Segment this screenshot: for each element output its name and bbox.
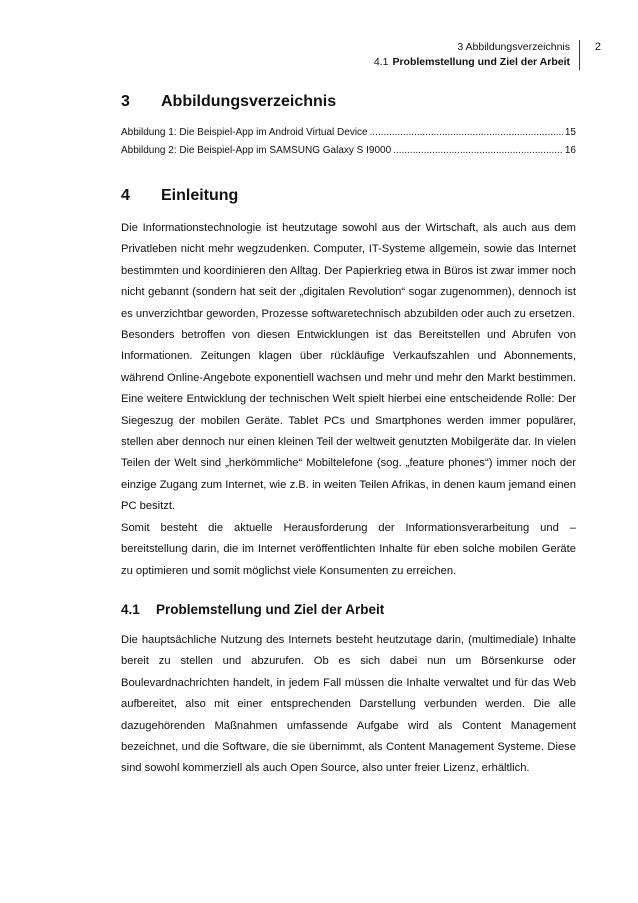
figure-list-entry[interactable] [121, 142, 576, 160]
section-title: Einleitung [161, 187, 239, 204]
introduction-heading [121, 184, 576, 208]
problem-statement-section [121, 599, 576, 780]
header-section [270, 55, 570, 70]
section-number: 4 [121, 187, 130, 204]
subsection-heading [121, 599, 576, 621]
figure-entry-page: 15 [564, 127, 576, 138]
running-header [270, 40, 580, 70]
figure-list-section [121, 90, 576, 160]
body-paragraph: Die Informationstechnologie ist heutzutage sowohl aus der Wirtschaft, als auch aus dem Privatleben nicht mehr wegzudenken. Computer, IT-Systeme allgemein, sowie das Internet bestimmten und koordinieren den Alltag. Der Papierkrieg etwa in Büros ist zwar immer noch nicht gebannt (sondern hat seit der „digitalen Revolution“ sogar zugenommen), dennoch ist es unverzichtbar geworden, Prozesse softwaretechnisch abzubilden oder auch zu ersetzen. [121, 222, 576, 320]
body-paragraph: Somit besteht die aktuelle Herausforderung der Informationsverarbeitung und –bereitstellung darin, die im Internet veröffentlichten Inhalte für eben solche mobilen Geräte zu optimieren und somit möglichst viele Konsumenten zu erreichen. [121, 521, 576, 577]
page-number: 2 [594, 41, 601, 53]
section-title: Abbildungsverzeichnis [161, 93, 337, 110]
leader-dots [370, 124, 563, 142]
page-content [121, 90, 576, 780]
subsection-number: 4.1 [121, 601, 140, 617]
figure-list-heading [121, 90, 576, 114]
body-paragraph: Besonders betroffen von diesen Entwicklungen ist das Bereitstellen und Abrufen von Informationen. Zeitungen klagen über rückläufige Verkaufszahlen und Abonnements, während Online-Angebote exponentiell wachsen und mehr und mehr den Markt bestimmen. Eine weitere Entwicklung der technischen Welt spielt hierbei eine entscheidende Rolle: Der Siegeszug der mobilen Geräte. Tablet PCs und Smartphones werden immer populärer, stellen aber dennoch nur einen kleinen Teil der weltweit genutzten Mobilgeräte dar. In vielen Teilen der Welt sind „herkömmliche“ Mobiltelefone (sog. „feature phones“) immer noch der einzige Zugang zum Internet, wie z.B. in weiten Teilen Afrikas, in denen kaum jemand einen PC besitzt. [121, 329, 576, 513]
introduction-section [121, 184, 576, 582]
figure-entry-label: Abbildung 1: Die Beispiel-App im Android Virtual Device [121, 127, 368, 138]
section-number: 3 [121, 93, 130, 110]
header-section-title: Problemstellung und Ziel der Arbeit [392, 56, 570, 68]
figure-entry-page: 16 [564, 145, 576, 156]
figure-list-entry[interactable] [121, 124, 576, 142]
header-chapter: 3 Abbildungsverzeichnis [457, 41, 570, 53]
leader-dots [393, 142, 563, 160]
subsection-title: Problemstellung und Ziel der Arbeit [156, 601, 385, 617]
figure-entry-label: Abbildung 2: Die Beispiel-App im SAMSUNG Galaxy S I9000 [121, 145, 392, 156]
figure-list [121, 124, 576, 160]
body-paragraph: Die hauptsächliche Nutzung des Internets besteht heutzutage darin, (multimediale) Inhalte bereit zu stellen und abzurufen. Ob es sich dabei nun um Börsenkurse oder Boulevardnachrichten handelt, in jedem Fall müssen die Inhalte verwaltet und für das Web aufbereitet, also mit einer entsprechenden Darstellung verbunden werden. Die alle dazugehörenden Maßnahmen umfassende Aufgabe wird als Content Management bezeichnet, und die Software, die sie übernimmt, als Content Management Systeme. Diese sind sowohl kommerziell als auch Open Source, also unter freier Lizenz, erhältlich. [121, 633, 576, 775]
header-section-number: 4.1 [373, 56, 389, 68]
